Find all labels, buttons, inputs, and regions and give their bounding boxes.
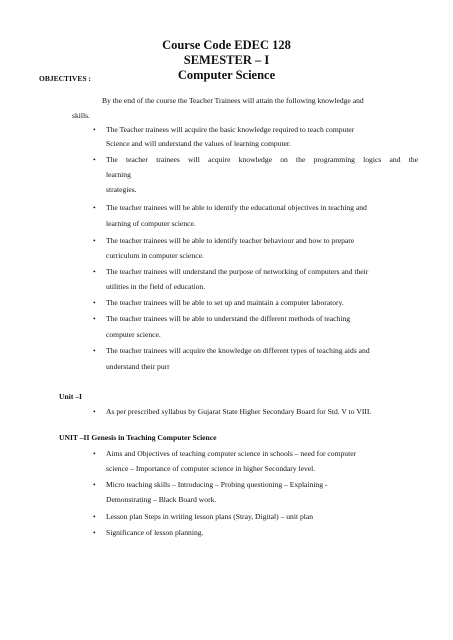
subject-heading: Computer Science: [177, 68, 276, 82]
objective-6-line1: The teacher trainees will be able to set up and maintain a computer laboratory.: [106, 298, 344, 307]
bullet-icon: •: [93, 125, 96, 134]
unit-1-item-1: As per prescribed syllabus by Gujarat State Higher Secondary Board for Std. V to VIII.: [106, 407, 372, 416]
bullet-icon: •: [93, 267, 96, 276]
objective-3-line1: The teacher trainees will be able to identify the educational objectives in teaching and: [106, 203, 367, 212]
objective-3-line2: learning of computer science.: [106, 219, 196, 228]
unit-2-item-1-line2: science – Importance of computer science in higher Secondary level.: [106, 464, 316, 473]
bullet-icon: •: [93, 407, 96, 416]
bullet-icon: •: [93, 528, 96, 537]
objective-1-line1: The Teacher trainees will acquire the basic knowledge required to teach computer: [106, 125, 355, 134]
objective-7-line2: computer science.: [106, 330, 161, 339]
objective-8-line2: understand their purr: [106, 362, 170, 371]
bullet-icon: •: [93, 298, 96, 307]
bullet-icon: •: [93, 203, 96, 212]
unit-2-item-2-line2: Demonstrating – Black Board work.: [106, 495, 217, 504]
objective-5-line2: utilities in the field of education.: [106, 282, 206, 291]
unit-2-heading: UNIT –II Genesis in Teaching Computer Science: [59, 433, 217, 442]
objective-2-line3: strategies.: [106, 185, 137, 194]
objective-4-line1: The teacher trainees will be able to identify teacher behaviour and how to prepare: [106, 236, 355, 245]
bullet-icon: •: [93, 449, 96, 458]
course-code-heading: Course Code EDEC 128: [162, 38, 291, 52]
bullet-icon: •: [93, 346, 96, 355]
objectives-intro-line1: By the end of the course the Teacher Trainees will attain the following knowledge and: [102, 96, 364, 105]
objective-2-line1: The teacher trainees will acquire knowledge on the programming logics and the: [106, 155, 418, 164]
semester-heading: SEMESTER – I: [183, 53, 270, 67]
unit-2-item-3: Lesson plan Steps in writing lesson plans (Stray, Digital) – unit plan: [106, 512, 314, 521]
objective-1-line2: Science and will understand the values of learning computer.: [106, 139, 291, 148]
objective-2-line2: learning: [106, 170, 131, 179]
bullet-icon: •: [93, 512, 96, 521]
objective-5-line1: The teacher trainees will understand the purpose of networking of computers and their: [106, 267, 369, 276]
unit-1-heading: Unit –I: [59, 392, 82, 401]
bullet-icon: •: [93, 236, 96, 245]
objective-8-line1: The teacher trainees will acquire the knowledge on different types of teaching aids and: [106, 346, 370, 355]
unit-2-item-1-line1: Aims and Objectives of teaching computer science in schools – need for computer: [106, 449, 357, 458]
objectives-intro-line2: skills.: [72, 111, 90, 120]
objective-4-line2: curriculum in computer science.: [106, 251, 204, 260]
bullet-icon: •: [93, 480, 96, 489]
unit-2-item-2-line1: Micro teaching skills – Introducing – Probing questioning – Explaining -: [106, 480, 328, 489]
bullet-icon: •: [93, 314, 96, 323]
unit-2-item-4: Significance of lesson planning.: [106, 528, 204, 537]
objectives-heading: OBJECTIVES :: [39, 74, 91, 83]
objective-7-line1: The teacher trainees will be able to understand the different methods of teaching: [106, 314, 351, 323]
bullet-icon: •: [93, 155, 96, 164]
